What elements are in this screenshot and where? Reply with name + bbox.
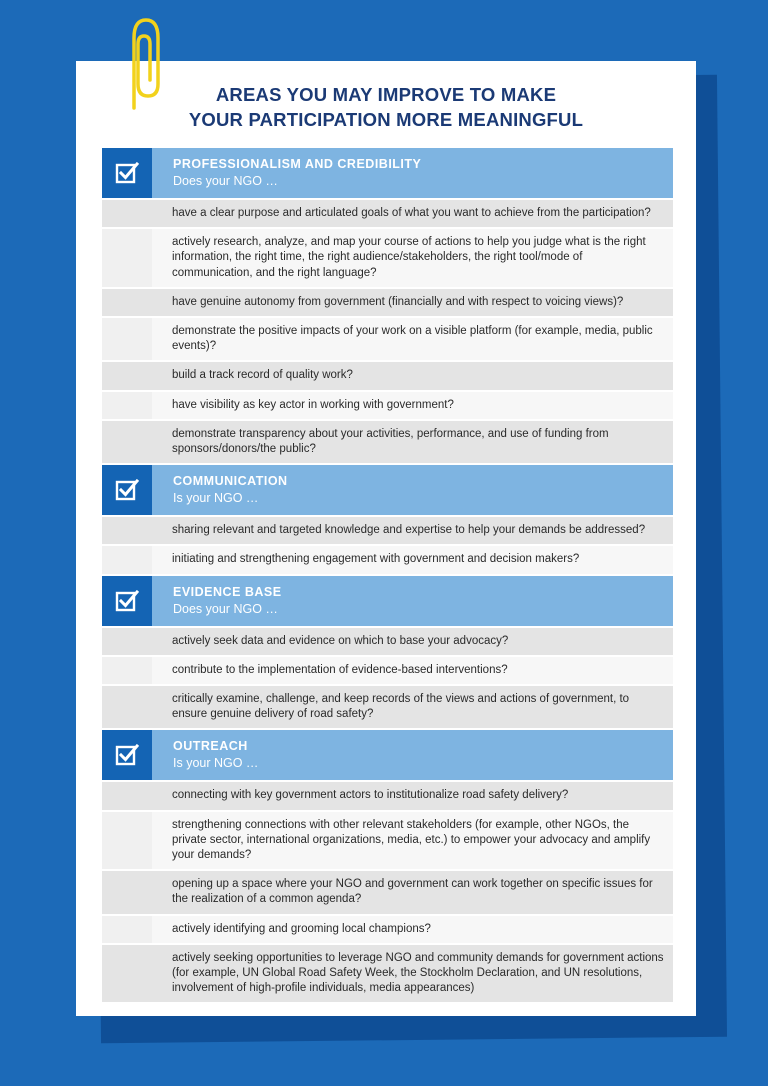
checklist-item-text: demonstrate the positive impacts of your work on a visible platform (for example, media, public events)? — [152, 318, 673, 360]
checklist-item-text: actively seeking opportunities to leverage NGO and community demands for government actions (for example, UN Global Road Safety Week, the Stockholm Declaration, and UN resolutions, involvement of high-profile individuals, media appearances) — [152, 945, 673, 1003]
checklist-item — [102, 871, 673, 913]
checklist-item — [102, 945, 673, 1003]
checklist-item — [102, 421, 673, 463]
item-marker-cell — [102, 546, 152, 573]
checklist-item — [102, 628, 673, 655]
checklist-item — [102, 229, 673, 287]
checklist-item-text: sharing relevant and targeted knowledge and expertise to help your demands be addressed? — [152, 517, 673, 544]
section-title: EVIDENCE BASE — [173, 584, 282, 599]
checkbox-checked-icon — [102, 465, 152, 515]
page-title — [76, 82, 696, 132]
checkbox-checked-icon — [102, 576, 152, 626]
item-marker-cell — [102, 916, 152, 943]
section-title: COMMUNICATION — [173, 474, 288, 489]
checkbox-checked-icon — [102, 730, 152, 780]
checklist-item — [102, 546, 673, 573]
item-marker-cell — [102, 871, 152, 913]
checklist-item-text: critically examine, challenge, and keep records of the views and actions of government, to ensure genuine delivery of road safety? — [152, 686, 673, 728]
section-header — [102, 148, 673, 198]
checklist-item-text: strengthening connections with other relevant stakeholders (for example, other NGOs, the private sector, international organizations, media, etc.) to empower your advocacy and amplify your demands? — [152, 812, 673, 870]
item-marker-cell — [102, 421, 152, 463]
checklist-item-text: actively research, analyze, and map your course of actions to help you judge what is the right information, the right time, the right audience/stakeholders, the right tool/mode of communication, and the right language? — [152, 229, 673, 287]
section-title: OUTREACH — [173, 739, 248, 754]
section-title: PROFESSIONALISM AND CREDIBILITY — [173, 157, 422, 171]
section-subtitle: Does your NGO … — [173, 601, 278, 616]
item-marker-cell — [102, 812, 152, 870]
section-subtitle: Is your NGO … — [173, 491, 259, 506]
section-header — [102, 576, 673, 626]
checklist-item-text: demonstrate transparency about your activities, performance, and use of funding from sponsors/donors/the public? — [152, 421, 673, 463]
section — [102, 148, 673, 463]
section — [102, 576, 673, 729]
section — [102, 465, 673, 573]
section-header — [102, 465, 673, 515]
item-marker-cell — [102, 686, 152, 728]
checklist-item — [102, 657, 673, 684]
checklist-item — [102, 812, 673, 870]
checklist-item-text: initiating and strengthening engagement with government and decision makers? — [152, 546, 673, 573]
section-header — [102, 730, 673, 780]
checklist-item-text: actively seek data and evidence on which to base your advocacy? — [152, 628, 673, 655]
section — [102, 730, 673, 1002]
item-marker-cell — [102, 289, 152, 316]
checklist-item-text: have a clear purpose and articulated goals of what you want to achieve from the participation? — [152, 200, 673, 227]
item-marker-cell — [102, 517, 152, 544]
title-line-1: AREAS YOU MAY IMPROVE TO MAKE — [215, 84, 557, 105]
section-header-text — [152, 730, 673, 780]
checklist-item-text: build a track record of quality work? — [152, 362, 673, 389]
checklist-item-text: contribute to the implementation of evidence-based interventions? — [152, 657, 673, 684]
checklist-item — [102, 200, 673, 227]
section-header-text — [152, 148, 673, 198]
checklist-item-text: connecting with key government actors to institutionalize road safety delivery? — [152, 782, 673, 809]
checklist-item — [102, 686, 673, 728]
item-marker-cell — [102, 318, 152, 360]
item-marker-cell — [102, 657, 152, 684]
title-line-2: YOUR PARTICIPATION MORE MEANINGFUL — [188, 109, 584, 130]
checklist-item-text: have genuine autonomy from government (financially and with respect to voicing views)? — [152, 289, 673, 316]
checklist-item — [102, 782, 673, 809]
checklist-item — [102, 362, 673, 389]
item-marker-cell — [102, 945, 152, 1003]
checklist-item — [102, 392, 673, 419]
section-subtitle: Is your NGO … — [173, 756, 259, 771]
section-header-text — [152, 576, 673, 626]
checklist-item — [102, 916, 673, 943]
item-marker-cell — [102, 200, 152, 227]
checklist-item — [102, 517, 673, 544]
section-subtitle: Does your NGO … — [173, 174, 278, 188]
item-marker-cell — [102, 628, 152, 655]
checklist-item — [102, 289, 673, 316]
section-header-text — [152, 465, 673, 515]
checklist-item-text: actively identifying and grooming local champions? — [152, 916, 673, 943]
item-marker-cell — [102, 229, 152, 287]
checklist-item-text: have visibility as key actor in working with government? — [152, 392, 673, 419]
checklist-item-text: opening up a space where your NGO and government can work together on specific issues for the realization of a common agenda? — [152, 871, 673, 913]
checklist — [102, 148, 673, 1004]
checkbox-checked-icon — [102, 148, 152, 198]
item-marker-cell — [102, 362, 152, 389]
item-marker-cell — [102, 782, 152, 809]
item-marker-cell — [102, 392, 152, 419]
checklist-item — [102, 318, 673, 360]
